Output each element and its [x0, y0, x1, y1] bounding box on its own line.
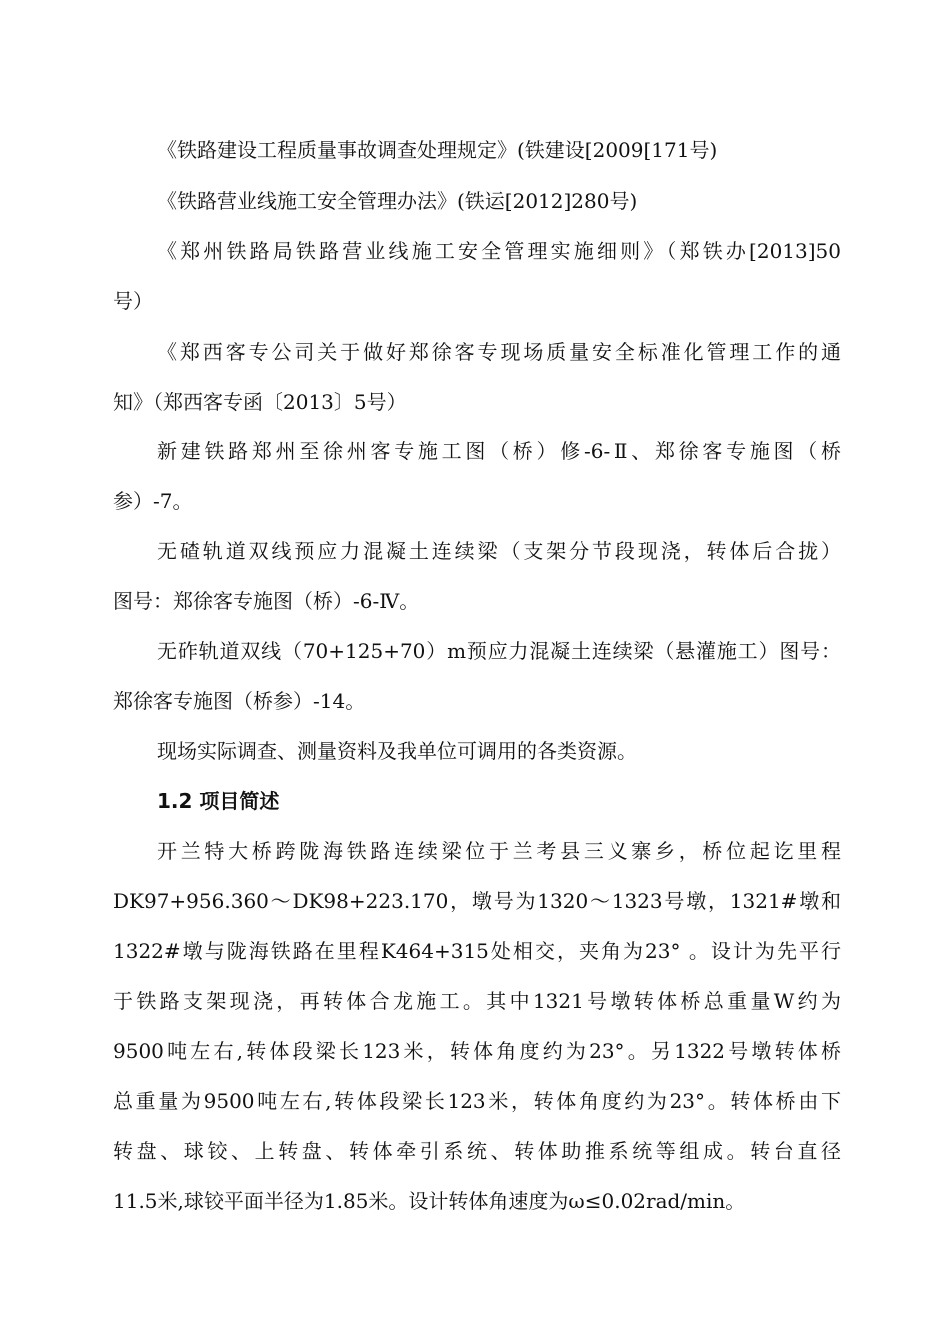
paragraph-line-8: 11.5米,球铰平面半径为1.85米。设计转体角速度为ω≤0.02rad/min。 — [113, 1189, 746, 1213]
paragraph-line-3: 1322#墩与陇海铁路在里程K464+315处相交，夹角为23° 。设计为先平行 — [113, 939, 841, 963]
reference-line-2: 《铁路营业线施工安全管理办法》(铁运[2012]280号) — [157, 189, 638, 213]
paragraph-line-2: DK97+956.360～DK98+223.170，墩号为1320～1323号墩，1321#墩和 — [113, 889, 841, 913]
paragraph-line-4: 于铁路支架现浇，再转体合龙施工。其中1321号墩转体桥总重量W约为 — [113, 989, 841, 1013]
paragraph-line-1: 开兰特大桥跨陇海铁路连续梁位于兰考县三义寨乡，桥位起讫里程 — [157, 839, 841, 863]
reference-line-4-cont: 知》（郑西客专函〔2013〕5号） — [113, 390, 407, 414]
paragraph-line-5: 9500吨左右,转体段梁长123米，转体角度约为23°。另1322号墩转体桥 — [113, 1039, 841, 1063]
reference-line-7: 无砟轨道双线（70+125+70）m预应力混凝土连续梁（悬灌施工）图号： — [157, 639, 841, 663]
reference-line-3-cont: 号） — [113, 289, 153, 313]
reference-line-5: 新建铁路郑州至徐州客专施工图（桥）修-6-Ⅱ、郑徐客专施图（桥 — [157, 439, 841, 463]
reference-line-6-cont: 图号：郑徐客专施图（桥）-6-Ⅳ。 — [113, 589, 420, 613]
reference-line-5-cont: 参）-7。 — [113, 489, 193, 513]
reference-line-6: 无碴轨道双线预应力混凝土连续梁（支架分节段现浇，转体后合拢） — [157, 539, 841, 563]
reference-line-4: 《郑西客专公司关于做好郑徐客专现场质量安全标准化管理工作的通 — [157, 340, 841, 364]
reference-line-7-cont: 郑徐客专施图（桥参）-14。 — [113, 689, 366, 713]
reference-line-3: 《郑州铁路局铁路营业线施工安全管理实施细则》（郑铁办[2013]50 — [157, 239, 841, 263]
reference-line-1: 《铁路建设工程质量事故调查处理规定》(铁建设[2009[171号) — [157, 138, 718, 162]
reference-line-8: 现场实际调查、测量资料及我单位可调用的各类资源。 — [157, 739, 637, 763]
section-heading: 1.2 项目简述 — [157, 789, 280, 813]
paragraph-line-6: 总重量为9500吨左右,转体段梁长123米，转体角度约为23°。转体桥由下 — [113, 1089, 841, 1113]
paragraph-line-7: 转盘、球铰、上转盘、转体牵引系统、转体助推系统等组成。转台直径 — [113, 1139, 841, 1163]
